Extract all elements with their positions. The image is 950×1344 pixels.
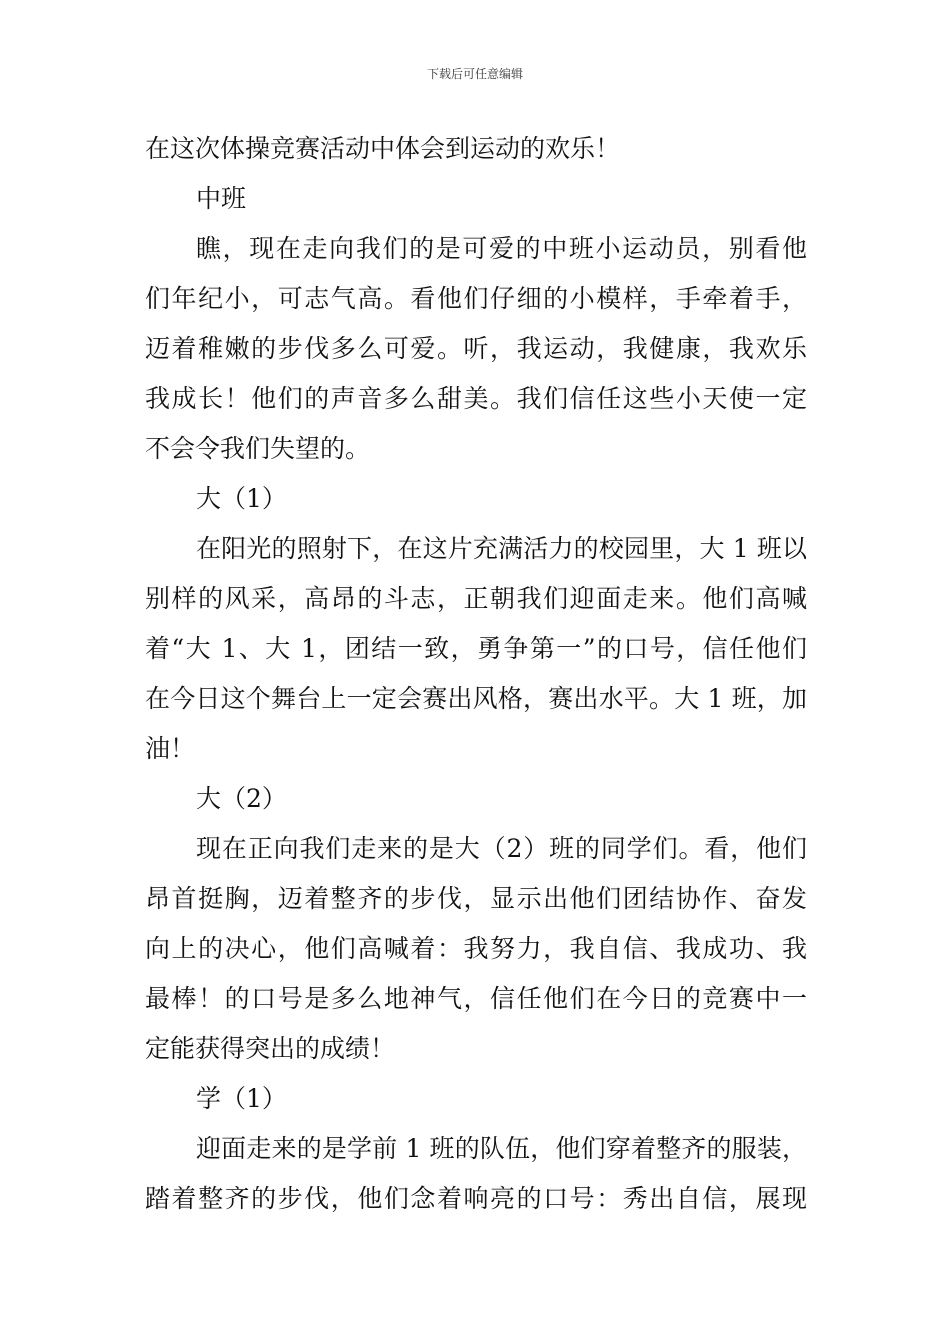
text-line: 别样的风采，高昂的斗志，正朝我们迎面走来。他们高喊	[145, 584, 807, 613]
text-line: 现在正向我们走来的是大（2）班的同学们。看，他们	[196, 834, 807, 863]
text-line: 在今日这个舞台上一定会赛出风格，赛出水平。大 1 班，加	[145, 684, 807, 713]
text-line: 迎面走来的是学前 1 班的队伍，他们穿着整齐的服装，	[196, 1134, 807, 1163]
section-heading-preschool-class-1: 学（1）	[196, 1084, 287, 1113]
section-heading-middle-class: 中班	[196, 184, 247, 213]
text-line: 踏着整齐的步伐，他们念着响亮的口号：秀出自信，展现	[145, 1184, 807, 1213]
page-header: 下载后可任意编辑	[426, 67, 523, 81]
text-line: 最棒！的口号是多么地神气，信任他们在今日的竞赛中一	[145, 984, 807, 1013]
text-line: 在阳光的照射下，在这片充满活力的校园里，大 1 班以	[196, 534, 807, 563]
text-line: 油！	[145, 734, 196, 763]
section-heading-big-class-1: 大（1）	[196, 484, 287, 513]
document-body	[145, 124, 807, 1224]
text-line: 们年纪小，可志气高。看他们仔细的小模样，手牵着手，	[145, 284, 807, 313]
text-line: 我成长！他们的声音多么甜美。我们信任这些小天使一定	[145, 384, 807, 413]
text-line: 昂首挺胸，迈着整齐的步伐，显示出他们团结协作、奋发	[145, 884, 807, 913]
section-heading-big-class-2: 大（2）	[196, 784, 287, 813]
text-line: 向上的决心，他们高喊着：我努力，我自信、我成功、我	[145, 934, 807, 963]
text-line: 瞧，现在走向我们的是可爱的中班小运动员，别看他	[196, 234, 807, 263]
text-line: 着“大 1、大 1，团结一致，勇争第一”的口号，信任他们	[145, 634, 807, 663]
text-line: 迈着稚嫩的步伐多么可爱。听，我运动，我健康，我欢乐	[145, 334, 807, 363]
text-line: 定能获得突出的成绩！	[145, 1034, 396, 1063]
text-line: 不会令我们失望的。	[145, 434, 371, 463]
text-line: 在这次体操竞赛活动中体会到运动的欢乐！	[145, 134, 621, 163]
